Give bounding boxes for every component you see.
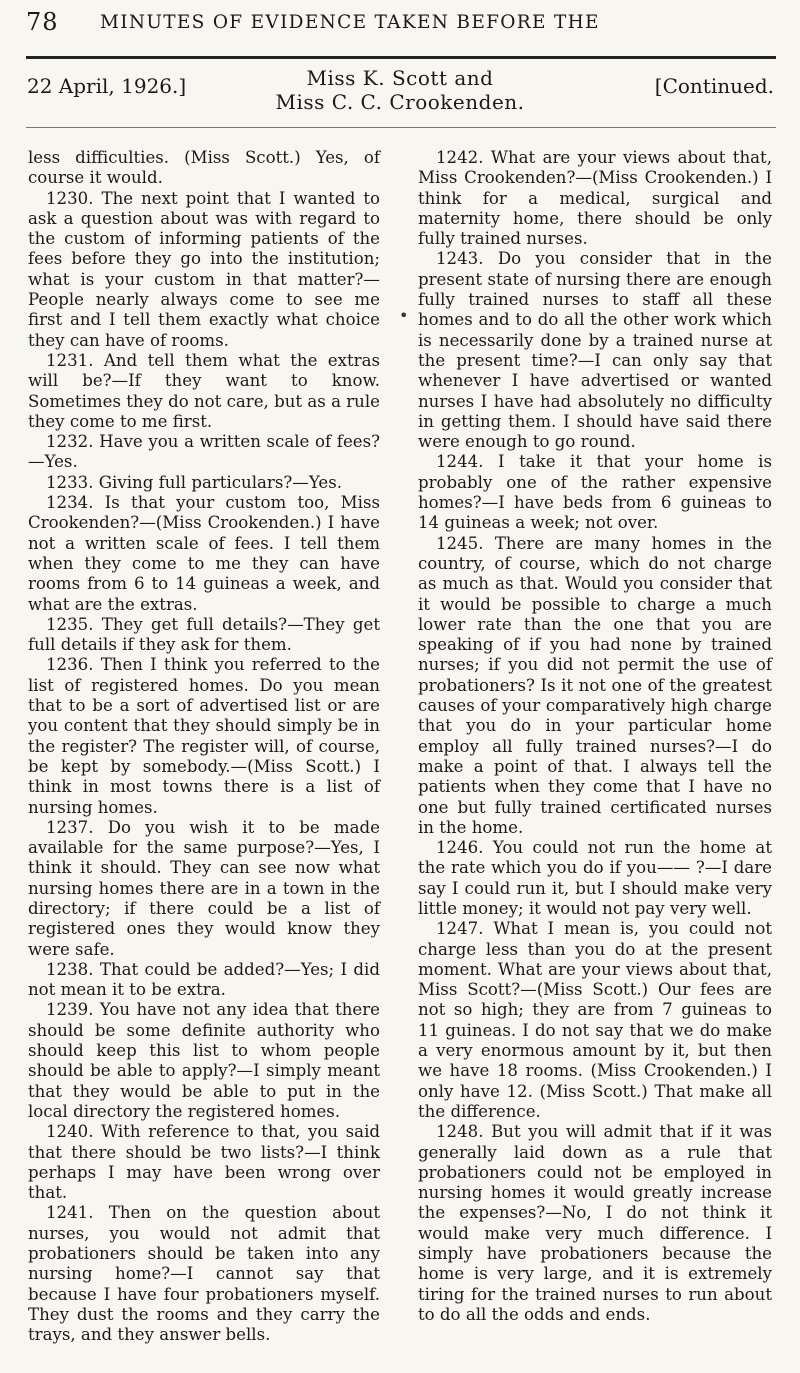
paragraph: less difficulties. (Miss Scott.) Yes, of course it would.: [28, 148, 380, 188]
paragraph: 1232. Have you a written scale of fees?—Yes.: [28, 432, 380, 472]
paragraph: 1230. The next point that I wanted to ask a question about was with regard to the custom of informing patients of the fees before they go into the institution; what is your custom in that matter?—People nearly always come to see me first and I tell them exactly what choice they can have of rooms.: [28, 188, 380, 350]
subheader-rule: [26, 127, 776, 128]
left-column: [28, 148, 380, 1346]
paragraph: 1240. With reference to that, you said that there should be two lists?—I think perhaps I may have been wrong over that.: [28, 1122, 380, 1203]
session-date: 22 April, 1926.]: [27, 74, 187, 98]
paragraph: 1235. They get full details?—They get full details if they ask for them.: [28, 614, 380, 655]
witness-names-line1: Miss K. Scott and: [306, 66, 494, 90]
right-column: [418, 148, 772, 1325]
paragraph: 1239. You have not any idea that there should be some definite authority who should keep this list to whom people should be able to apply?—I simply meant that they would be able to put in the local directory the registered homes.: [28, 1000, 380, 1121]
paragraph: 1237. Do you wish it to be made available for the same purpose?—Yes, I think it should. They can see now what nursing homes there are in a town in the directory; if there could be a list of registered ones they would know they were safe.: [28, 817, 380, 959]
running-title: MINUTES OF EVIDENCE TAKEN BEFORE THE: [100, 12, 600, 33]
subheader: [0, 66, 800, 126]
paragraph: 1247. What I mean is, you could not charge less than you do at the present moment. What are your views about that, Miss Scott?—(Miss Scott.) Our fees are not so high; they are from 7 guineas to 11 guineas. I do not say that we do make a very enormous amount by it, but then we have 18 rooms. (Miss Crookenden.) I only have 12. (Miss Scott.) That make all the difference.: [418, 919, 772, 1121]
paragraph: 1246. You could not run the home at the rate which you do if you—— ?—I dare say I could run it, but I should make very little money; it would not pay very well.: [418, 838, 772, 918]
paragraph: 1236. Then I think you referred to the list of registered homes. Do you mean that to be a sort of advertised list or are you content that they should simply be in the register? The register will, of course, be kept by somebody.—(Miss Scott.) I think in most towns there is a list of nursing homes.: [28, 655, 380, 817]
paragraph: 1241. Then on the question about nurses, you would not admit that probationers should be taken into any nursing home?—I cannot say that because I have four probationers myself. They dust the rooms and they carry the trays, and they answer bells.: [28, 1203, 380, 1345]
paragraph: 1234. Is that your custom too, Miss Crookenden?—(Miss Crookenden.) I have not a written scale of fees. I tell them when they come to me they can have rooms from 6 to 14 guineas a week, and what are the extras.: [28, 493, 380, 614]
paragraph: 1244. I take it that your home is probably one of the rather expensive homes?—I have beds from 6 guineas to 14 guineas a week; not over.: [418, 452, 772, 533]
paragraph: 1238. That could be added?—Yes; I did not mean it to be extra.: [28, 959, 380, 1000]
paragraph: 1231. And tell them what the extras will be?—If they want to know. Sometimes they do not care, but as a rule they come to me first.: [28, 350, 380, 431]
header-rule: [26, 56, 776, 59]
paragraph: 1243. Do you consider that in the present state of nursing there are enough fully trained nurses to staff all these homes and to do all the other work which is necessarily done by a trained nurse at the present time?—I can only say that whenever I have advertised or wanted nurses I have had absolutely no difficulty in getting them. I should have said there were enough to go round.: [418, 249, 772, 452]
paragraph: 1233. Giving full particulars?—Yes.: [46, 472, 342, 492]
page-number: 78: [26, 8, 59, 36]
paragraph: 1242. What are your views about that, Miss Crookenden?—(Miss Crookenden.) I think for a medical, surgical and maternity home, there should be only fully trained nurses.: [418, 148, 772, 249]
witness-names-line2: Miss C. C. Crookenden.: [275, 90, 525, 114]
gutter-mark: •: [399, 306, 409, 325]
paragraph: 1245. There are many homes in the country, of course, which do not charge as much as that. Would you consider that it would be possible to charge a much lower rate than the one that you are speaking of if you had none by trained nurses; if you did not permit the use of probationers? Is it not one of the greatest causes of your comparatively high charge that you do in your particular home employ all fully trained nurses?—I do make a point of that. I always tell the patients when they come that I have no one but fully trained certificated nurses in the home.: [418, 533, 772, 837]
paragraph: 1248. But you will admit that if it was generally laid down as a rule that probationers could not be employed in nursing homes it would greatly increase the expenses?—No, I do not think it would make very much difference. I simply have probationers because the home is very large, and it is extremely tiring for the trained nurses to run about to do all the odds and ends.: [418, 1122, 772, 1324]
continued-label: [Continued.: [654, 74, 774, 98]
